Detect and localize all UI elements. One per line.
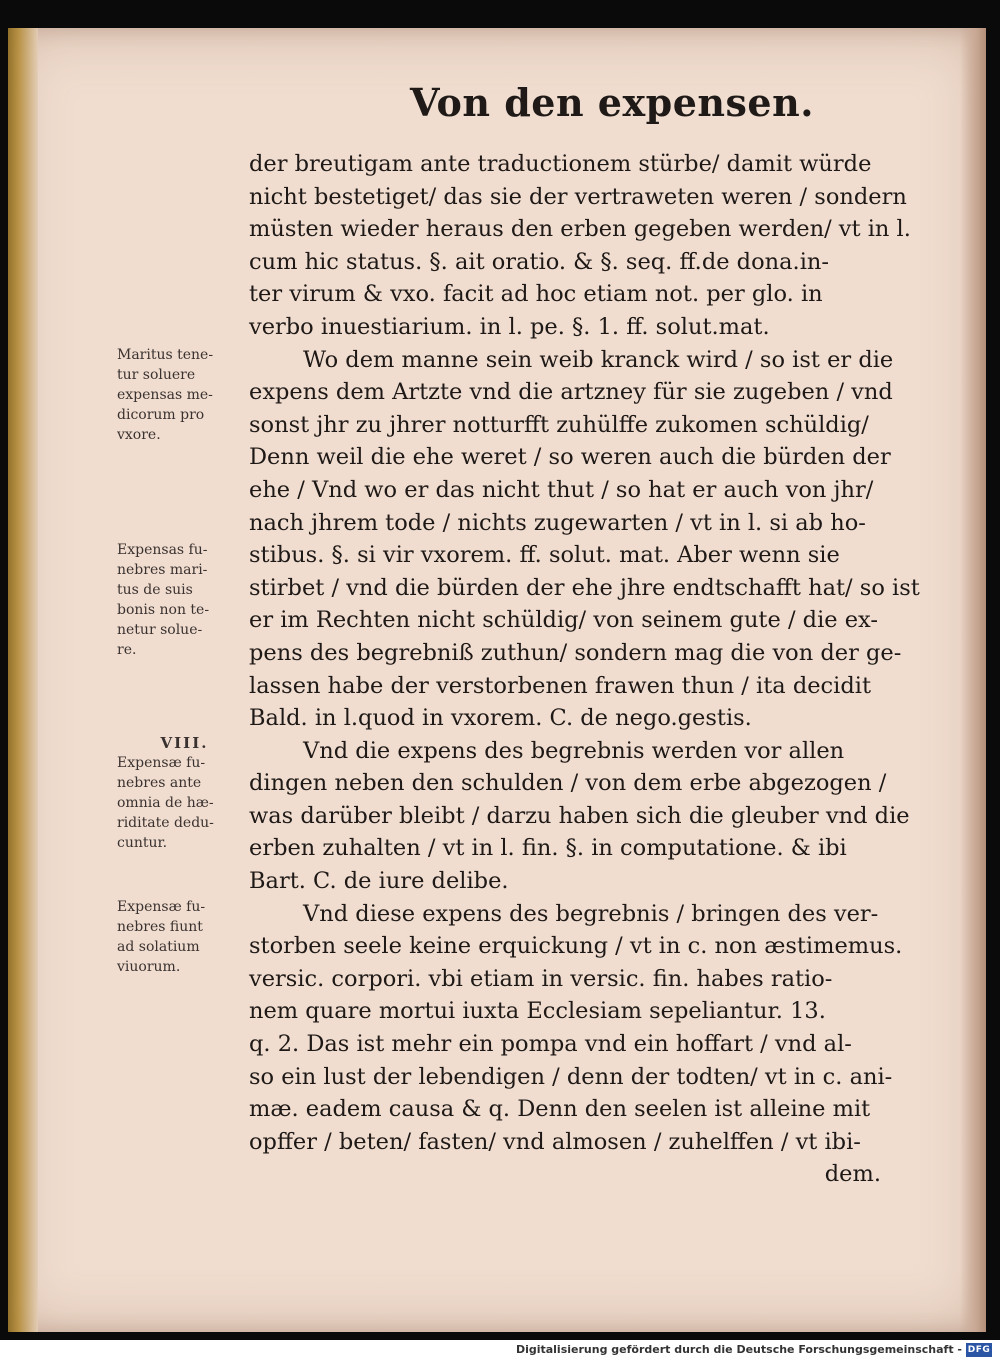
body-line: Denn weil die ehe weret / so weren auch die bürden der: [249, 444, 891, 471]
page-binding-edge: [8, 28, 38, 1332]
margin-note-1: [117, 345, 252, 445]
body-line: expens dem Artzte vnd die artzney für sie zugeben / vnd: [249, 379, 893, 406]
body-line: sonst jhr zu jhrer notturfft zuhülffe zukomen schüldig/: [249, 411, 869, 438]
margin-note-line: Expensas fu-: [117, 542, 208, 558]
body-line: ehe / Vnd wo er das nicht thut / so hat er auch von jhr/: [249, 476, 874, 503]
margin-note-line: viuorum.: [117, 959, 181, 975]
margin-note-line: cuntur.: [117, 835, 168, 851]
body-line: nach jhrem tode / nichts zugewarten / vt in l. si ab ho-: [249, 509, 866, 536]
margin-note-line: riditate dedu-: [117, 815, 214, 831]
margin-note-line: re.: [117, 642, 137, 658]
body-line: cum hic status. §. ait oratio. & §. seq. ff.de dona.in-: [249, 248, 829, 275]
margin-note-line: omnia de hæ-: [117, 795, 214, 811]
margin-note-line: Expensæ fu-: [117, 755, 206, 771]
margin-note-line: tus de suis: [117, 582, 193, 598]
body-line: stibus. §. si vir vxorem. ff. solut. mat. Aber wenn sie: [249, 542, 840, 569]
body-line: stirbet / vnd die bürden der ehe jhre endtschafft hat/ so ist: [249, 574, 920, 601]
margin-note-line: netur solue-: [117, 622, 203, 638]
body-line: Vnd die expens des begrebnis werden vor allen: [303, 737, 845, 764]
body-line: pens des begrebniß zuthun/ sondern mag die von der ge-: [249, 639, 902, 666]
margin-note-4: [117, 897, 252, 977]
body-line: was darüber bleibt / darzu haben sich die gleuber vnd die: [249, 802, 910, 829]
body-line: er im Rechten nicht schüldig/ von seinem gute / die ex-: [249, 607, 878, 634]
body-line: nicht bestetiget/ das sie der vertraweten weren / sondern: [249, 183, 907, 210]
body-line: der breutigam ante traductionem stürbe/ damit würde: [249, 151, 872, 177]
running-head: Von den expensen.: [410, 80, 814, 125]
body-line: lassen habe der verstorbenen frawen thun / ita decidit: [249, 672, 871, 699]
margin-note-numeral: VIII.: [160, 734, 209, 752]
body-line: dingen neben den schulden / von dem erbe abgezogen /: [249, 770, 887, 797]
margin-note-3: [117, 733, 252, 853]
body-line: müsten wieder heraus den erben gegeben werden/ vt in l.: [249, 216, 911, 243]
body-line: Bald. in l.quod in vxorem. C. de nego.gestis.: [249, 705, 752, 732]
margin-note-line: nebres ante: [117, 775, 202, 791]
margin-note-line: ad solatium: [117, 939, 200, 955]
body-line: ter virum & vxo. facit ad hoc etiam not. per glo. in: [249, 281, 823, 308]
body-line: versic. corpori. vbi etiam in versic. fin. habes ratio-: [249, 965, 833, 992]
dfg-logo-icon: DFG: [967, 1345, 991, 1355]
body-line: Wo dem manne sein weib kranck wird / so ist er die: [303, 346, 894, 373]
margin-note-line: Maritus tene-: [117, 347, 214, 363]
body-line: dem.: [824, 1161, 881, 1188]
body-line: mæ. eadem causa & q. Denn den seelen ist alleine mit: [249, 1096, 871, 1123]
body-line: Bart. C. de iure delibe.: [249, 868, 509, 895]
margin-note-line: dicorum pro: [117, 407, 205, 423]
body-line: so ein lust der lebendigen / denn der todten/ vt in c. ani-: [249, 1063, 893, 1090]
body-line: nem quare mortui iuxta Ecclesiam sepeliantur. 13.: [249, 998, 826, 1025]
body-line: verbo inuestiarium. in l. pe. §. 1. ff. solut.mat.: [249, 313, 770, 340]
body-line: opffer / beten/ fasten/ vnd almosen / zuhelffen / vt ibi-: [249, 1128, 861, 1155]
body-line: erben zuhalten / vt in l. fin. §. in computatione. & ibi: [249, 835, 847, 862]
margin-note-2: [117, 540, 252, 660]
margin-note-line: tur soluere: [117, 367, 196, 383]
margin-note-line: expensas me-: [117, 387, 213, 403]
margin-note-line: bonis non te-: [117, 602, 210, 618]
footer-bar: [0, 1340, 1000, 1361]
margin-note-line: nebres fiunt: [117, 919, 203, 935]
body-line: storben seele keine erquickung / vt in c. non æstimemus.: [249, 933, 903, 960]
page-right-edge-shadow: [960, 28, 986, 1332]
body-line: Vnd diese expens des begrebnis / bringen des ver-: [303, 900, 879, 927]
margin-note-line: Expensæ fu-: [117, 899, 206, 915]
margin-note-line: vxore.: [117, 427, 161, 443]
funding-credit: Digitalisierung gefördert durch die Deutsche Forschungsgemeinschaft -: [515, 1343, 962, 1356]
body-line: q. 2. Das ist mehr ein pompa vnd ein hoffart / vnd al-: [249, 1031, 852, 1058]
body-text: [249, 148, 920, 1191]
margin-note-line: nebres mari-: [117, 562, 208, 578]
